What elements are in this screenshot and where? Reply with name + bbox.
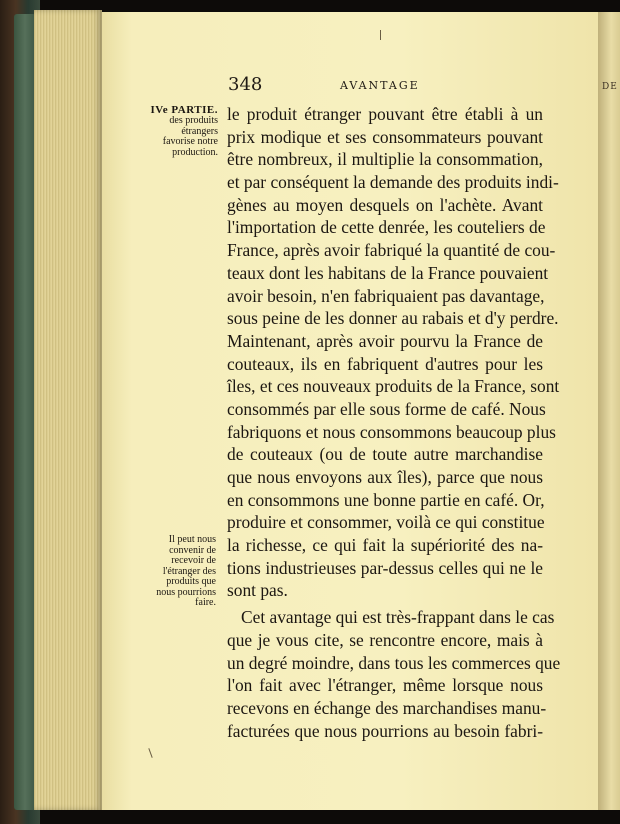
text-line: et par conséquent la demande des produits indi- [227,172,559,193]
text-line: que nous envoyons aux îles), parce que nous [227,467,543,487]
text-line: Cet avantage qui est très-frappant dans le cas [241,607,555,628]
margin-note-line: recevoir de [171,555,216,566]
text-line: îles, et ces nouveaux produits de la France, sont [227,376,560,397]
margin-note-line: favorise notre [162,136,218,147]
margin-note-line: production. [172,146,218,158]
text-line: un degré moindre, dans tous les commerces que [227,652,561,673]
paragraph [227,103,560,602]
margin-note-line: l'étranger des [162,565,216,577]
text-line: prix modique et ses consommateurs pouvant [227,126,543,147]
margin-note-1 [138,104,218,158]
margin-note-line: convenir de [169,544,216,556]
text-line: consommés par elle sous forme de café. Nous [227,398,546,419]
text-line: être nombreux, il multiplie la consommation, [227,149,543,170]
text-line: teaux dont les habitans de la France pouvaient [227,262,549,283]
text-line: Maintenant, après avoir pourvu la France de [227,330,543,351]
margin-note-line: étrangers [181,125,218,137]
margin-note-heading: IVe PARTIE. [150,104,218,116]
text-line: couteaux, ils en fabriquent d'autres pour les [227,353,543,374]
text-line: sont pas. [227,580,288,601]
text-line: tions industrieuses par-dessus celles qui ne le [227,557,543,578]
text-line: France, après avoir fabriqué la quantité de cou- [227,240,556,261]
margin-note-line: nous pourrions [156,586,216,598]
facing-page-edge [598,12,620,810]
text-line: avoir besoin, n'en fabriquaient pas davantage, [227,285,545,306]
text-line: facturées que nous pourrions au besoin fabri- [227,720,543,741]
text-line: recevons en échange des marchandises manu- [227,697,547,718]
text-line: l'on fait avec l'étranger, même lorsque nous [227,675,543,696]
text-line: l'importation de cette denrée, les couteliers de [227,217,546,238]
page-edges [34,10,102,810]
margin-note-line: faire. [195,597,216,608]
text-line: le produit étranger pouvant être établi à un [227,104,543,124]
paragraph [227,606,561,742]
paper-mark [380,30,381,40]
text-line: la richesse, ce qui fait la supériorité des na- [227,535,543,556]
margin-note-line: Il peut nous [168,534,216,545]
margin-note-line: produits que [166,576,216,587]
text-line: de couteaux (ou de toute autre marchandise [227,444,543,465]
text-line: fabriquons et nous consommons beaucoup plus [227,421,556,442]
margin-note-2 [136,535,216,609]
page-number: 348 [228,74,263,95]
text-line: produire et consommer, voilà ce qui constitue [227,512,545,533]
page-header [228,74,548,98]
running-title: AVANTAGE [340,79,420,92]
margin-note-line: des produits [169,115,218,126]
text-line: sous peine de les donner au rabais et d'y perdre. [227,308,559,329]
cover-binding [14,14,36,810]
text-line: en consommons une bonne partie en café. Or, [227,489,545,510]
body-text [227,103,561,742]
facing-page-fragment: DE [602,82,618,92]
text-line: que je vous cite, se rencontre encore, mais à [227,629,543,650]
text-line: gènes au moyen desquels on l'achète. Avant [227,194,543,215]
